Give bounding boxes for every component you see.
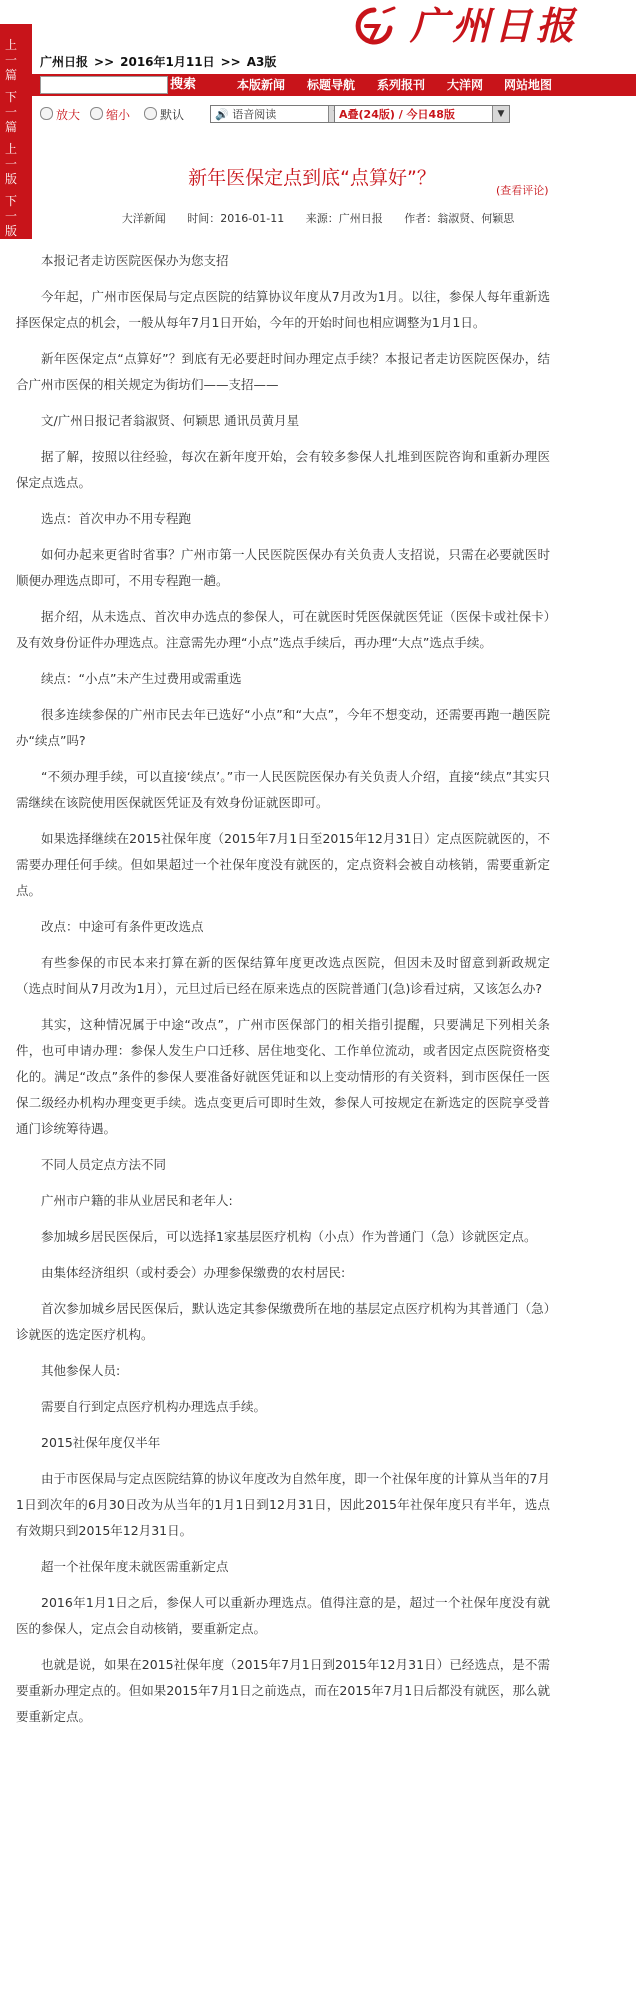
article-paragraph: 如果选择继续在2015社保年度（2015年7月1日至2015年12月31日）定点医院就医的，不需要办理任何手续。但如果超过一个社保年度没有就医的，定点资料会被自动核销，需要重新定点。 [16,831,550,898]
document-icon [144,107,157,120]
article-subheading: 选点：首次申办不用专程跑 [41,511,192,526]
breadcrumb-separator: >> [94,55,115,69]
speaker-icon: 🔊 [215,108,229,121]
article-meta [0,210,636,226]
voice-reading-select[interactable] [210,105,346,123]
article-paragraph: 参加城乡居民医保后，可以选择1家基层医疗机构（小点）作为普通门（急）诊就医定点。 [41,1229,537,1244]
zoom-out-button[interactable] [90,106,130,123]
article-subheading: 超一个社保年度未就医需重新定点 [41,1559,229,1574]
meta-origin: 来源：广州日报 [305,212,383,225]
view-comments-link[interactable]: (查看评论) [496,184,549,197]
nav-link-page-news[interactable]: 本版新闻 [237,78,286,92]
logo-text: 广州日报 [410,3,579,48]
article-paragraph: 新年医保定点“点算好”？到底有无必要赶时间办理定点手续？本报记者走访医院医保办，结合广州市医保的相关规定为街坊们——支招—— [16,351,550,392]
article-paragraph: 由于市医保局与定点医院结算的协议年度改为自然年度，即一个社保年度的计算从当年的7月1日到次年的6月30日改为从当年的1月1日到12月31日，因此2015年社保年度只有半年，选点有效期只到2015年12月31日。 [16,1471,550,1538]
breadcrumb [40,53,276,70]
article-paragraph: 2016年1月1日之后，参保人可以重新办理选点。值得注意的是，超过一个社保年度没有就医的参保人，定点会自动核销，要重新定点。 [16,1595,550,1636]
article-paragraph: 如何办起来更省时省事？广州市第一人民医院医保办有关负责人支招说，只需在必要就医时顺便办理选点即可，不用专程跑一趟。 [16,547,550,588]
breadcrumb-page[interactable]: A3版 [246,55,277,69]
prev-page-link[interactable] [2,142,20,187]
prev-article-label: 上一篇 [4,38,17,82]
next-article-label: 下一篇 [4,90,17,134]
article-paragraph: 广州市户籍的非从业居民和老年人: [41,1193,233,1208]
breadcrumb-separator: >> [220,55,241,69]
article-paragraph: 据介绍，从未选点、首次申办选点的参保人，可在就医时凭医保就医凭证（医保卡或社保卡）及有效身份证件办理选点。注意需先办理“小点”选点手续后，再办理“大点”选点手续。 [16,609,550,650]
next-page-label: 下一版 [4,194,17,238]
prev-article-link[interactable] [2,38,20,83]
meta-time: 时间：2016-01-11 [187,212,285,225]
article-body [16,248,550,1740]
side-pager [0,24,32,239]
nav-link-dayoo[interactable]: 大洋网 [447,78,484,92]
nav-link-title-nav[interactable]: 标题导航 [307,78,356,92]
article-title: 新年医保定点到底“点算好”？ [188,166,436,189]
article-paragraph: 也就是说，如果在2015社保年度（2015年7月1日到2015年12月31日）已经选点，是不需要重新办理定点的。但如果2015年7月1日之前选点，而在2015年7月1日后都没有就医，那么就要重新定点。 [16,1657,550,1724]
article-subheading: 续点：“小点”未产生过费用或需重选 [41,671,242,686]
article-subheading: 不同人员定点方法不同 [41,1157,167,1172]
article-paragraph: 首次参加城乡居民医保后，默认选定其参保缴费所在地的基层定点医疗机构为其普通门（急）诊就医的选定医疗机构。 [16,1301,550,1342]
article-paragraph: 其他参保人员: [41,1363,121,1378]
article-paragraph: 其实，这种情况属于中途“改点”，广州市医保部门的相关指引提醒，只要满足下列相关条件，也可申请办理：参保人发生户口迁移、居住地变化、工作单位流动，或者因定点医院资格变化的。满足“改点”条件的参保人要准备好就医凭证和以上变动情形的有关资料，到市医保任一医保二级经办机构办理变更手续。选点变更后可即时生效，参保人可按规定在新选定的医院享受普通门诊统筹待遇。 [16,1017,550,1136]
prev-page-label: 上一版 [4,142,17,186]
article-paragraph: 今年起，广州市医保局与定点医院的结算协议年度从7月改为1月。以往，参保人每年重新选择医保定点的机会，一般从每年7月1日开始，今年的开始时间也相应调整为1月1日。 [16,289,550,330]
voice-reading-label: 语音阅读 [232,108,277,121]
article-paragraph: 由集体经济组织（或村委会）办理参保缴费的农村居民: [41,1265,346,1280]
article-subheading: 改点：中途可有条件更改选点 [41,919,204,934]
article-subheading: 2015社保年度仅半年 [41,1435,161,1450]
edition-select-label: A叠(24版) / 今日48版 [339,108,455,121]
default-size-label: 默认 [160,108,185,122]
nav-bar [32,74,636,96]
article-paragraph: “不须办理手续，可以直接‘续点’。”市一人民医院医保办有关负责人介绍，直接“续点”其实只需继续在该院使用医保就医凭证及有效身份证就医即可。 [16,769,550,810]
article-paragraph: 本报记者走访医院医保办为您支招 [41,253,229,268]
zoom-in-button[interactable] [40,106,80,123]
article-paragraph: 文/广州日报记者翁淑贤、何颖思 通讯员黄月星 [41,413,300,428]
default-size-button[interactable] [144,106,184,123]
chevron-down-icon: ▼ [492,106,509,122]
article-paragraph: 据了解，按照以往经验，每次在新年度开始，会有较多参保人扎堆到医院咨询和重新办理医保定点选点。 [16,449,550,490]
article-paragraph: 需要自行到定点医疗机构办理选点手续。 [41,1399,267,1414]
zoom-in-icon [40,107,53,120]
search-button[interactable]: 搜索 [170,77,197,92]
search-input[interactable] [40,76,168,94]
breadcrumb-newspaper[interactable]: 广州日报 [40,55,89,69]
meta-authors: 作者：翁淑贤、何颖思 [404,212,515,225]
zoom-out-icon [90,107,103,120]
logo [340,4,630,48]
edition-select[interactable] [334,105,510,123]
article-paragraph: 有些参保的市民本来打算在新的医保结算年度更改选点医院，但因未及时留意到新政规定（选点时间从7月改为1月），元旦过后已经在原来选点的医院普通门(急)诊看过病，又该怎么办? [16,955,550,996]
toolbar [32,103,636,129]
meta-source: 大洋新闻 [121,212,166,225]
nav-link-series[interactable]: 系列报刊 [377,78,426,92]
header [0,0,636,74]
article-paragraph: 很多连续参保的广州市民去年已选好“小点”和“大点”，今年不想变动，还需要再跑一趟医院办“续点”吗? [16,707,550,748]
zoom-out-label: 缩小 [106,108,131,122]
next-article-link[interactable] [2,90,20,135]
zoom-in-label: 放大 [56,108,81,122]
nav-link-sitemap[interactable]: 网站地图 [504,78,553,92]
breadcrumb-date[interactable]: 2016年1月11日 [120,55,215,69]
logo-emblem-icon [344,4,404,48]
